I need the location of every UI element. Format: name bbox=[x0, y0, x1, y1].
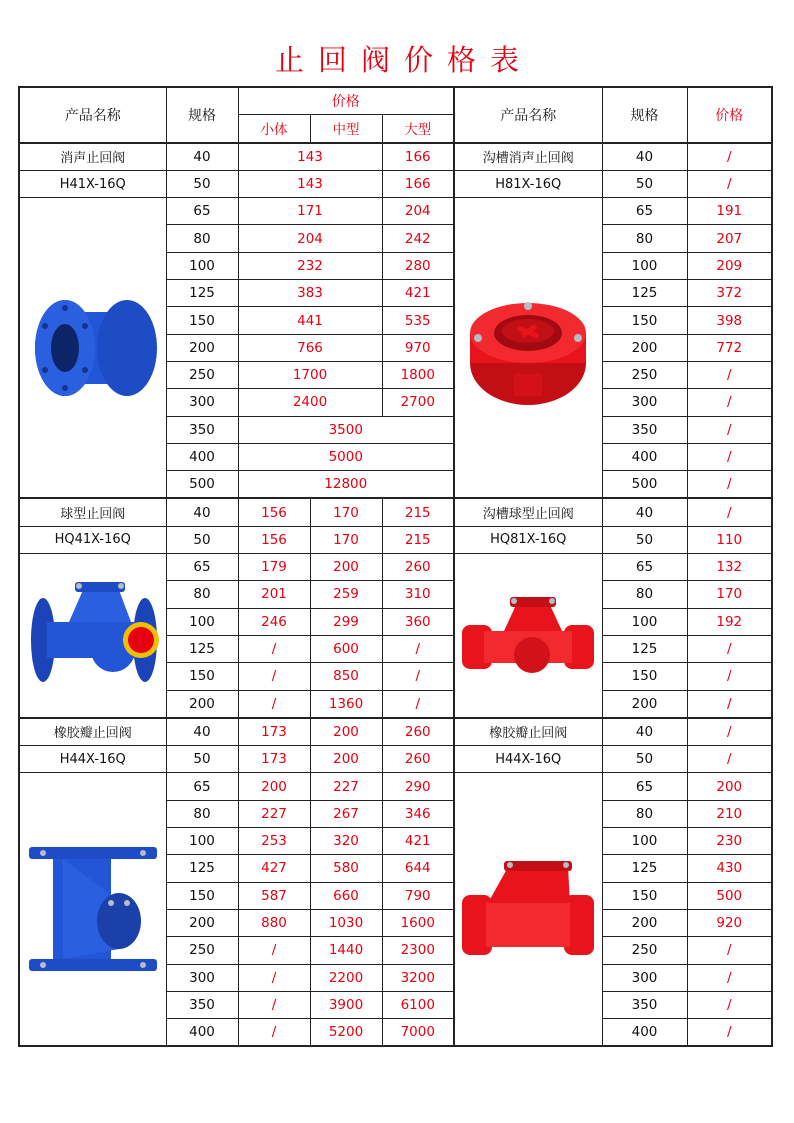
left-product-image bbox=[19, 773, 166, 1046]
right-spec-cell: 300 bbox=[602, 389, 687, 416]
right-price-cell: 772 bbox=[687, 334, 772, 361]
right-price-cell: / bbox=[687, 361, 772, 388]
price-small-cell: / bbox=[238, 690, 310, 718]
price-large-cell: 242 bbox=[382, 225, 454, 252]
spec-cell: 250 bbox=[166, 361, 238, 388]
right-spec-cell: 150 bbox=[602, 663, 687, 690]
spec-cell: 80 bbox=[166, 800, 238, 827]
price-medium-cell: 259 bbox=[310, 581, 382, 608]
price-small-medium-cell: 2400 bbox=[238, 389, 382, 416]
price-small-medium-cell: 1700 bbox=[238, 361, 382, 388]
right-spec-cell: 100 bbox=[602, 828, 687, 855]
spec-cell: 300 bbox=[166, 389, 238, 416]
price-small-cell: 200 bbox=[238, 773, 310, 800]
right-spec-cell: 250 bbox=[602, 937, 687, 964]
right-product-model: H81X-16Q bbox=[454, 170, 602, 197]
price-cell: 3500 bbox=[238, 416, 454, 443]
price-large-cell: 166 bbox=[382, 143, 454, 171]
spec-cell: 125 bbox=[166, 280, 238, 307]
right-price-cell: / bbox=[687, 991, 772, 1018]
price-medium-cell: 227 bbox=[310, 773, 382, 800]
right-price-cell: 192 bbox=[687, 608, 772, 635]
header-spec-right: 规格 bbox=[602, 87, 687, 143]
spec-cell: 400 bbox=[166, 443, 238, 470]
price-large-cell: 790 bbox=[382, 882, 454, 909]
red-grooved-ball-check-valve-image bbox=[458, 575, 598, 695]
header-spec: 规格 bbox=[166, 87, 238, 143]
right-spec-cell: 50 bbox=[602, 170, 687, 197]
price-large-cell: 310 bbox=[382, 581, 454, 608]
price-small-cell: 201 bbox=[238, 581, 310, 608]
price-medium-cell: 3900 bbox=[310, 991, 382, 1018]
price-large-cell: 970 bbox=[382, 334, 454, 361]
right-price-cell: / bbox=[687, 170, 772, 197]
right-spec-cell: 300 bbox=[602, 964, 687, 991]
right-price-cell: / bbox=[687, 143, 772, 171]
spec-cell: 200 bbox=[166, 909, 238, 936]
price-large-cell: 204 bbox=[382, 198, 454, 225]
right-spec-cell: 40 bbox=[602, 718, 687, 746]
price-small-medium-cell: 383 bbox=[238, 280, 382, 307]
price-large-cell: 421 bbox=[382, 280, 454, 307]
spec-cell: 65 bbox=[166, 554, 238, 581]
right-price-cell: 210 bbox=[687, 800, 772, 827]
right-price-cell: / bbox=[687, 718, 772, 746]
price-medium-cell: 660 bbox=[310, 882, 382, 909]
price-medium-cell: 850 bbox=[310, 663, 382, 690]
price-medium-cell: 1440 bbox=[310, 937, 382, 964]
spec-cell: 65 bbox=[166, 198, 238, 225]
right-spec-cell: 80 bbox=[602, 800, 687, 827]
right-spec-cell: 100 bbox=[602, 608, 687, 635]
left-product-name: 球型止回阀 bbox=[19, 498, 166, 526]
right-price-cell: / bbox=[687, 937, 772, 964]
price-small-cell: 156 bbox=[238, 498, 310, 526]
header-medium: 中型 bbox=[310, 115, 382, 143]
price-large-cell: 2300 bbox=[382, 937, 454, 964]
right-spec-cell: 200 bbox=[602, 909, 687, 936]
price-medium-cell: 600 bbox=[310, 635, 382, 662]
right-price-cell: / bbox=[687, 416, 772, 443]
right-price-cell: / bbox=[687, 690, 772, 718]
right-product-model: H44X-16Q bbox=[454, 746, 602, 773]
right-price-cell: 170 bbox=[687, 581, 772, 608]
table-row bbox=[19, 773, 772, 800]
price-large-cell: 260 bbox=[382, 554, 454, 581]
spec-cell: 40 bbox=[166, 498, 238, 526]
spec-cell: 200 bbox=[166, 334, 238, 361]
right-product-image bbox=[454, 773, 602, 1046]
price-medium-cell: 200 bbox=[310, 554, 382, 581]
right-spec-cell: 125 bbox=[602, 280, 687, 307]
spec-cell: 100 bbox=[166, 252, 238, 279]
header-price-right: 价格 bbox=[687, 87, 772, 143]
table-row bbox=[19, 718, 772, 746]
price-large-cell: 260 bbox=[382, 718, 454, 746]
spec-cell: 200 bbox=[166, 690, 238, 718]
table-row bbox=[19, 746, 772, 773]
spec-cell: 250 bbox=[166, 937, 238, 964]
price-medium-cell: 267 bbox=[310, 800, 382, 827]
price-small-cell: 253 bbox=[238, 828, 310, 855]
right-price-cell: / bbox=[687, 635, 772, 662]
price-large-cell: 2700 bbox=[382, 389, 454, 416]
right-spec-cell: 65 bbox=[602, 554, 687, 581]
spec-cell: 40 bbox=[166, 718, 238, 746]
price-medium-cell: 2200 bbox=[310, 964, 382, 991]
price-cell: 12800 bbox=[238, 471, 454, 499]
right-price-cell: 110 bbox=[687, 526, 772, 553]
header-product-name-right: 产品名称 bbox=[454, 87, 602, 143]
price-large-cell: 360 bbox=[382, 608, 454, 635]
left-product-name: 橡胶瓣止回阀 bbox=[19, 718, 166, 746]
price-medium-cell: 299 bbox=[310, 608, 382, 635]
right-price-cell: / bbox=[687, 663, 772, 690]
right-spec-cell: 250 bbox=[602, 361, 687, 388]
price-small-cell: 173 bbox=[238, 746, 310, 773]
right-price-cell: 132 bbox=[687, 554, 772, 581]
price-cell: 5000 bbox=[238, 443, 454, 470]
price-large-cell: 7000 bbox=[382, 1019, 454, 1047]
price-medium-cell: 5200 bbox=[310, 1019, 382, 1047]
price-small-cell: 587 bbox=[238, 882, 310, 909]
left-product-model: H41X-16Q bbox=[19, 170, 166, 197]
red-grooved-silent-check-valve-image bbox=[458, 278, 598, 418]
header-price: 价格 bbox=[238, 87, 454, 115]
spec-cell: 80 bbox=[166, 581, 238, 608]
spec-cell: 150 bbox=[166, 882, 238, 909]
right-price-cell: / bbox=[687, 471, 772, 499]
spec-cell: 350 bbox=[166, 416, 238, 443]
left-product-model: H44X-16Q bbox=[19, 746, 166, 773]
spec-cell: 150 bbox=[166, 307, 238, 334]
price-large-cell: 6100 bbox=[382, 991, 454, 1018]
price-large-cell: 166 bbox=[382, 170, 454, 197]
table-row bbox=[19, 198, 772, 225]
right-price-cell: 200 bbox=[687, 773, 772, 800]
left-product-image bbox=[19, 198, 166, 499]
price-large-cell: 290 bbox=[382, 773, 454, 800]
right-spec-cell: 100 bbox=[602, 252, 687, 279]
spec-cell: 50 bbox=[166, 746, 238, 773]
right-price-cell: 920 bbox=[687, 909, 772, 936]
right-price-cell: / bbox=[687, 389, 772, 416]
table-row bbox=[19, 554, 772, 581]
right-spec-cell: 400 bbox=[602, 1019, 687, 1047]
right-spec-cell: 50 bbox=[602, 526, 687, 553]
right-price-cell: 207 bbox=[687, 225, 772, 252]
right-product-image bbox=[454, 198, 602, 499]
table-row bbox=[19, 526, 772, 553]
right-price-cell: 398 bbox=[687, 307, 772, 334]
right-price-cell: / bbox=[687, 746, 772, 773]
price-small-medium-cell: 204 bbox=[238, 225, 382, 252]
right-spec-cell: 65 bbox=[602, 773, 687, 800]
price-large-cell: 260 bbox=[382, 746, 454, 773]
right-spec-cell: 200 bbox=[602, 334, 687, 361]
right-spec-cell: 125 bbox=[602, 855, 687, 882]
table-row bbox=[19, 143, 772, 171]
price-medium-cell: 200 bbox=[310, 718, 382, 746]
page-title: 止回阀价格表 bbox=[274, 43, 533, 77]
price-small-cell: / bbox=[238, 1019, 310, 1047]
spec-cell: 80 bbox=[166, 225, 238, 252]
price-small-cell: 179 bbox=[238, 554, 310, 581]
price-small-cell: / bbox=[238, 937, 310, 964]
right-spec-cell: 80 bbox=[602, 581, 687, 608]
left-product-model: HQ41X-16Q bbox=[19, 526, 166, 553]
price-medium-cell: 320 bbox=[310, 828, 382, 855]
price-table bbox=[18, 86, 773, 1047]
header-row bbox=[19, 87, 772, 115]
right-spec-cell: 350 bbox=[602, 416, 687, 443]
right-product-image bbox=[454, 554, 602, 718]
price-small-medium-cell: 232 bbox=[238, 252, 382, 279]
header-large: 大型 bbox=[382, 115, 454, 143]
price-small-medium-cell: 766 bbox=[238, 334, 382, 361]
price-medium-cell: 1030 bbox=[310, 909, 382, 936]
right-spec-cell: 125 bbox=[602, 635, 687, 662]
spec-cell: 100 bbox=[166, 608, 238, 635]
price-large-cell: 280 bbox=[382, 252, 454, 279]
price-small-medium-cell: 143 bbox=[238, 170, 382, 197]
right-spec-cell: 80 bbox=[602, 225, 687, 252]
spec-cell: 500 bbox=[166, 471, 238, 499]
right-spec-cell: 65 bbox=[602, 198, 687, 225]
right-price-cell: / bbox=[687, 498, 772, 526]
right-spec-cell: 40 bbox=[602, 143, 687, 171]
price-small-cell: / bbox=[238, 663, 310, 690]
price-large-cell: / bbox=[382, 690, 454, 718]
right-spec-cell: 200 bbox=[602, 690, 687, 718]
right-spec-cell: 40 bbox=[602, 498, 687, 526]
price-large-cell: 421 bbox=[382, 828, 454, 855]
price-medium-cell: 200 bbox=[310, 746, 382, 773]
price-large-cell: 1800 bbox=[382, 361, 454, 388]
blue-flanged-silent-check-valve-image bbox=[23, 278, 163, 418]
right-price-cell: 191 bbox=[687, 198, 772, 225]
spec-cell: 125 bbox=[166, 635, 238, 662]
price-large-cell: / bbox=[382, 635, 454, 662]
right-price-cell: 230 bbox=[687, 828, 772, 855]
price-small-medium-cell: 441 bbox=[238, 307, 382, 334]
right-price-cell: 372 bbox=[687, 280, 772, 307]
price-small-cell: 246 bbox=[238, 608, 310, 635]
price-medium-cell: 170 bbox=[310, 526, 382, 553]
price-small-cell: / bbox=[238, 635, 310, 662]
right-price-cell: 209 bbox=[687, 252, 772, 279]
price-large-cell: 215 bbox=[382, 498, 454, 526]
price-large-cell: 535 bbox=[382, 307, 454, 334]
right-price-cell: 430 bbox=[687, 855, 772, 882]
right-product-model: HQ81X-16Q bbox=[454, 526, 602, 553]
left-product-image bbox=[19, 554, 166, 718]
right-spec-cell: 150 bbox=[602, 882, 687, 909]
price-small-medium-cell: 143 bbox=[238, 143, 382, 171]
right-product-name: 沟槽球型止回阀 bbox=[454, 498, 602, 526]
price-large-cell: 3200 bbox=[382, 964, 454, 991]
table-row bbox=[19, 170, 772, 197]
blue-flanged-ball-check-valve-image bbox=[23, 560, 163, 710]
right-product-name: 沟槽消声止回阀 bbox=[454, 143, 602, 171]
right-spec-cell: 500 bbox=[602, 471, 687, 499]
spec-cell: 40 bbox=[166, 143, 238, 171]
price-small-cell: 227 bbox=[238, 800, 310, 827]
price-small-cell: 880 bbox=[238, 909, 310, 936]
price-large-cell: 644 bbox=[382, 855, 454, 882]
price-small-cell: 427 bbox=[238, 855, 310, 882]
spec-cell: 400 bbox=[166, 1019, 238, 1047]
spec-cell: 125 bbox=[166, 855, 238, 882]
price-small-cell: / bbox=[238, 991, 310, 1018]
price-small-cell: 156 bbox=[238, 526, 310, 553]
spec-cell: 65 bbox=[166, 773, 238, 800]
price-medium-cell: 1360 bbox=[310, 690, 382, 718]
price-medium-cell: 170 bbox=[310, 498, 382, 526]
price-large-cell: 346 bbox=[382, 800, 454, 827]
price-small-cell: 173 bbox=[238, 718, 310, 746]
right-price-cell: 500 bbox=[687, 882, 772, 909]
price-large-cell: 215 bbox=[382, 526, 454, 553]
right-product-name: 橡胶瓣止回阀 bbox=[454, 718, 602, 746]
right-spec-cell: 350 bbox=[602, 991, 687, 1018]
right-spec-cell: 150 bbox=[602, 307, 687, 334]
header-small: 小体 bbox=[238, 115, 310, 143]
right-price-cell: / bbox=[687, 964, 772, 991]
price-small-cell: / bbox=[238, 964, 310, 991]
spec-cell: 150 bbox=[166, 663, 238, 690]
right-spec-cell: 400 bbox=[602, 443, 687, 470]
header-product-name: 产品名称 bbox=[19, 87, 166, 143]
spec-cell: 300 bbox=[166, 964, 238, 991]
price-large-cell: 1600 bbox=[382, 909, 454, 936]
spec-cell: 50 bbox=[166, 170, 238, 197]
blue-flanged-rubber-flap-check-valve-image bbox=[23, 829, 163, 989]
left-product-name: 消声止回阀 bbox=[19, 143, 166, 171]
right-price-cell: / bbox=[687, 1019, 772, 1047]
price-small-medium-cell: 171 bbox=[238, 198, 382, 225]
right-spec-cell: 50 bbox=[602, 746, 687, 773]
red-grooved-rubber-flap-check-valve-image bbox=[458, 849, 598, 969]
spec-cell: 50 bbox=[166, 526, 238, 553]
price-medium-cell: 580 bbox=[310, 855, 382, 882]
price-large-cell: / bbox=[382, 663, 454, 690]
right-price-cell: / bbox=[687, 443, 772, 470]
spec-cell: 350 bbox=[166, 991, 238, 1018]
table-row bbox=[19, 498, 772, 526]
spec-cell: 100 bbox=[166, 828, 238, 855]
